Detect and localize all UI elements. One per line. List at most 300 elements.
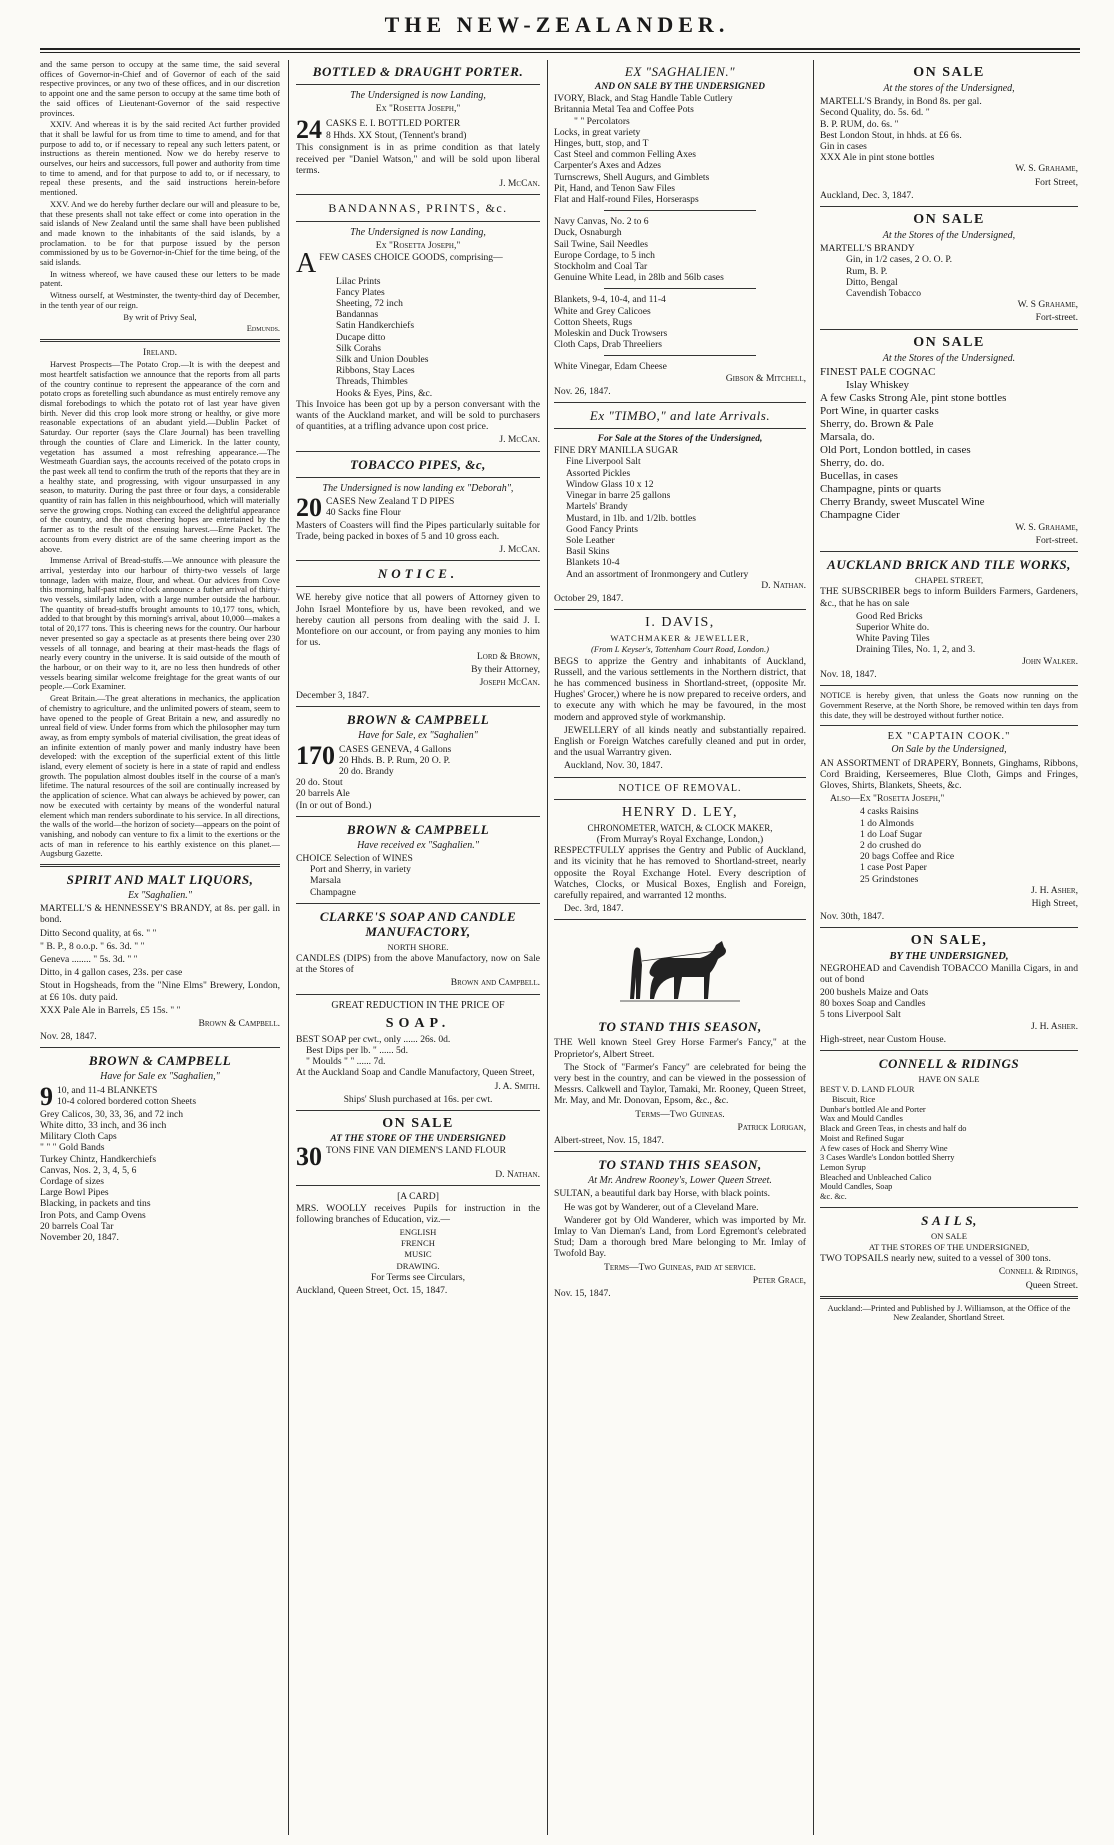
ad-body: JEWELLERY of all kinds neatly and substantially repaired. English or Foreign Watches carefully cleaned and put in order, and the usual Warrantry given. xyxy=(554,724,806,759)
writ-line: By writ of Privy Seal, xyxy=(123,312,197,322)
ad-body: Wanderer got by Old Wanderer, which was imported by Mr. Imlay to Van Dieman's Land, from Lord Egremont's celebrated Stud; Dam a thorough bred Mare belonging to Mr. Imlay of Twofold Bay. xyxy=(554,1214,806,1260)
ad-body: AN ASSORTMENT of DRAPERY, Bonnets, Ginghams, Ribbons, Cord Braiding, Kerseemeres, Blue Cloth, Gimps and Fringes, Gloves, Shirts, Blankets, Sheets, &c. xyxy=(820,757,1078,792)
ad-heading: CLARKE'S SOAP AND CANDLE MANUFACTORY, xyxy=(319,908,517,939)
list-item: Gin, in 1/2 cases, 2 O. O. P. xyxy=(846,254,953,266)
list-item: Vinegar in barre 25 gallons xyxy=(566,490,671,502)
list-item: Flat and Half-round Files, Horserasps xyxy=(554,194,699,206)
list-item: Assorted Pickles xyxy=(566,467,631,479)
brick-list xyxy=(820,611,1078,656)
ad-heading: NOTICE OF REMOVAL. xyxy=(618,782,742,794)
proclamation-paragraph: XXV. And we do hereby further declare our will and pleasure to be, that these presents shall not take effect or come into operation in the said islands of New Zealand until the same shall have been published and made known to the inhabitants of the said islands, by a proclamation. to be for that purpose issued by the person commissioned by us to be Governor-in-Chief for the time being, of the said islands. xyxy=(40,199,280,268)
ad-body: TWO TOPSAILS nearly new, suited to a vessel of 300 tons. xyxy=(820,1253,1051,1265)
ad-body: The Stock of "Farmer's Fancy" are celebrated for being the very best in the country, and can be viewed in the possession of Messrs. Calkwell and Taylor, Tamaki, Mr. Rooney, Queen Street, Mr. May, and Mr. Donovan, Epsom, &c., &c. xyxy=(554,1061,806,1107)
divider xyxy=(40,339,280,342)
list-item: Fine Liverpool Salt xyxy=(566,456,641,468)
ad-date: Auckland, Queen Street, Oct. 15, 1847. xyxy=(296,1285,448,1297)
ad-heading: SOAP. xyxy=(385,1015,451,1031)
list-item: 10, and 11-4 BLANKETS xyxy=(57,1084,158,1096)
ad-body: TONS FINE VAN DIEMEN'S LAND FLOUR xyxy=(326,1145,507,1157)
list-item: White and Grey Calicoes xyxy=(554,305,651,317)
list-item: FINEST PALE COGNAC xyxy=(820,365,936,378)
provisions-list xyxy=(820,806,1078,884)
list-item: Lemon Syrup xyxy=(820,1162,866,1172)
ad-signature: Peter Grace, xyxy=(752,1274,806,1286)
divider xyxy=(296,586,540,587)
ad-signature: D. Nathan. xyxy=(495,1169,540,1181)
list-item: CASKS E. I. BOTTLED PORTER xyxy=(326,118,461,130)
ad-body: This Invoice has been got up by a person conversant with the wants of the Auckland market, and will be sold to purchasers of quantities, at a trifling advance upon cost price. xyxy=(296,398,540,433)
ad-heading: ON SALE xyxy=(913,212,985,228)
ad-subheading: Have for Sale ex "Saghalien," xyxy=(100,1071,220,1083)
ad-heading: TOBACCO PIPES, &c, xyxy=(350,456,486,472)
list-item: XXX Pale Ale in Barrels, £5 15s. " " xyxy=(40,1004,181,1016)
list-item: Dunbar's bottled Ale and Porter xyxy=(820,1104,926,1114)
ad-signature: Fort-street. xyxy=(1035,312,1078,324)
ad-heading: CONNELL & RIDINGS xyxy=(878,1056,1020,1072)
list-item: Cavendish Tobacco xyxy=(846,288,922,300)
list-item: Martels' Brandy xyxy=(566,501,628,513)
list-item: Superior White do. xyxy=(856,622,930,634)
porter-lines xyxy=(296,115,540,145)
ad-subheading: BY THE UNDERSIGNED, xyxy=(889,951,1009,963)
list-item: Britannia Metal Tea and Coffee Pots xyxy=(554,104,694,116)
list-item: Navy Canvas, No. 2 to 6 xyxy=(554,216,649,228)
list-item: Champagne Cider xyxy=(820,508,900,521)
list-item: " Moulds " " ...... 7d. xyxy=(306,1056,386,1068)
ad-signature: High-street, near Custom House. xyxy=(820,1033,947,1045)
list-item: " " " Gold Bands xyxy=(40,1142,105,1154)
list-item: 20 do. Stout xyxy=(296,777,343,789)
list-item: BEST SOAP per cwt., only ...... 26s. 0d. xyxy=(296,1033,451,1045)
ad-body: Ships' Slush purchased at 16s. per cwt. xyxy=(343,1093,493,1105)
list-item: 3 Cases Wardle's London bottled Sherry xyxy=(820,1153,955,1163)
list-item: And an assortment of Ironmongery and Cutlery xyxy=(566,568,749,580)
ad-subheading: (From Murray's Royal Exchange, London,) xyxy=(596,833,764,845)
ad-subheading: AT THE STORES OF THE UNDERSIGNED, xyxy=(868,1241,1030,1252)
ad-subheading: At the stores of the Undersigned, xyxy=(883,83,1015,94)
ad-terms: Terms—Two Guineas. xyxy=(635,1108,725,1120)
list-item: Stockholm and Coal Tar xyxy=(554,261,648,273)
grocery-list xyxy=(554,445,806,579)
list-item: 20 do. Brandy xyxy=(339,765,394,777)
divider xyxy=(820,551,1078,552)
printer-imprint: Auckland:—Printed and Published by J. Williamson, at the Office of the New Zealander, Shortland Street. xyxy=(827,1303,1071,1323)
list-item: MARTELL'S BRANDY xyxy=(820,243,915,255)
list-item: Bandannas xyxy=(336,309,379,321)
list-item: Iron Pots, and Camp Ovens xyxy=(40,1209,146,1221)
quantity-number: 9 xyxy=(40,1081,53,1111)
list-item: 2 do crushed do xyxy=(860,840,922,852)
column-rule xyxy=(813,60,814,1835)
divider xyxy=(296,194,540,195)
ad-signature: Queen Street. xyxy=(1025,1279,1078,1291)
spirit-list xyxy=(40,903,280,1016)
ad-heading: GREAT REDUCTION IN THE PRICE OF xyxy=(331,999,505,1011)
list-item: Ducape ditto xyxy=(336,331,386,343)
ad-signature: Lord & Brown, xyxy=(476,650,540,662)
list-item: " " Percolators xyxy=(574,115,630,127)
divider xyxy=(296,706,540,707)
brandy-list xyxy=(820,243,1078,299)
list-item: Locks, in great variety xyxy=(554,126,641,138)
ad-signature: J. A. Smith. xyxy=(494,1080,540,1092)
textile-list xyxy=(554,294,806,350)
list-item: Carpenter's Axes and Adzes xyxy=(554,160,661,172)
masthead: THE NEW-ZEALANDER. xyxy=(384,12,730,37)
list-item: IVORY, Black, and Stag Handle Table Cutlery xyxy=(554,93,733,105)
ad-heading: NOTICE. xyxy=(377,566,459,582)
divider xyxy=(604,210,755,211)
ad-subheading: At the Stores of the Undersigned. xyxy=(882,352,1016,364)
list-item: Biscuit, Rice xyxy=(832,1094,876,1104)
divider xyxy=(604,355,755,356)
list-item: A few cases of Hock and Sherry Wine xyxy=(820,1143,948,1153)
list-item: Gin in cases xyxy=(820,141,867,153)
list-item: 5 tons Liverpool Salt xyxy=(820,1009,901,1021)
ad-heading: ON SALE xyxy=(913,65,985,80)
list-item: Mustard, in 1lb. and 1/2lb. bottles xyxy=(566,512,697,524)
ad-date: Nov. 18, 1847. xyxy=(820,668,877,680)
ad-signature: Patrick Lorigan, xyxy=(737,1121,806,1133)
ad-ex-line: Ex "Rosetta Joseph," xyxy=(375,240,461,252)
list-item: 20 bags Coffee and Rice xyxy=(860,851,955,863)
divider xyxy=(296,1185,540,1186)
ad-subheading: AT THE STORE OF THE UNDERSIGNED xyxy=(330,1133,506,1144)
list-item: Europe Cordage, to 5 inch xyxy=(554,249,655,261)
list-item: Mould Candles, Soap xyxy=(820,1182,893,1192)
divider xyxy=(820,927,1078,928)
ad-intro: FEW CASES CHOICE GOODS, comprising— xyxy=(319,251,503,263)
divider xyxy=(296,84,540,85)
ad-body: MRS. WOOLLY receives Pupils for instruction in the following branches of Education, viz.— xyxy=(296,1202,540,1225)
ad-body: This consignment is in as prime condition as that lately received per "Daniel Watson," and will be sold upon liberal terms. xyxy=(296,142,540,176)
ad-heading: BROWN & CAMPBELL xyxy=(346,821,490,837)
ad-subheading: On Sale by the Undersigned, xyxy=(891,744,1007,756)
ad-subheading: NORTH SHORE. xyxy=(387,941,449,952)
list-item: DRAWING. xyxy=(396,1260,440,1271)
list-item: Stout in Hogsheads, from the "Nine Elms" Brewery, London, at £6 10s. duty paid. xyxy=(40,980,280,1003)
divider xyxy=(554,402,806,403)
ad-heading: BANDANNAS, PRINTS, &c. xyxy=(328,201,508,216)
ad-subheading: ON SALE xyxy=(930,1230,968,1241)
ad-subheading: The Undersigned is now Landing, xyxy=(350,227,486,239)
list-item: Moleskin and Duck Trowsers xyxy=(554,328,668,340)
column-1 xyxy=(40,60,280,1835)
divider xyxy=(296,994,540,995)
ad-signature: Brown and Campbell. xyxy=(450,977,540,989)
ad-date: Auckland, Nov. 30, 1847. xyxy=(564,760,663,772)
list-item: Bleached and Unbleached Calico xyxy=(820,1172,932,1182)
ad-signature: J. McCan. xyxy=(499,434,540,446)
drop-cap: A xyxy=(296,247,317,279)
list-item: Threads, Thimbles xyxy=(336,376,408,388)
divider xyxy=(296,451,540,452)
ad-date: Nov. 28, 1847. xyxy=(40,1031,97,1043)
list-item: White Paving Tiles xyxy=(856,633,930,645)
masthead-rule xyxy=(40,48,1080,53)
ad-subheading: The Undersigned is now landing ex "Deborah", xyxy=(322,482,514,494)
list-item: Champagne, pints or quarts xyxy=(820,482,941,495)
list-item: Sherry, do. do. xyxy=(820,456,885,469)
ad-body: NEGROHEAD and Cavendish TOBACCO Manilla Cigars, in and out of bond xyxy=(820,962,1078,985)
ad-body: THE Well known Steel Grey Horse Farmer's Fancy," at the Proprietor's, Albert Street. xyxy=(554,1037,806,1060)
ad-subheading: Ex "Saghalien." xyxy=(128,890,192,902)
ad-heading: Ex "TIMBO," and late Arrivals. xyxy=(589,408,771,424)
list-item: Turkey Chintz, Handkerchiefs xyxy=(40,1153,157,1165)
divider xyxy=(554,428,806,429)
list-item: Cherry Brandy, sweet Muscatel Wine xyxy=(820,495,985,508)
divider xyxy=(296,560,540,561)
list-item: Silk Corahs xyxy=(336,342,382,354)
list-item: Cloth Caps, Drab Threeliers xyxy=(554,339,662,351)
divider xyxy=(554,609,806,610)
ad-body: WE hereby give notice that all powers of Attorney given to John Israel Montefiore by us, have been revoked, and we hereby caution all persons from dealing with the said J. I. Montefiore on our account, or from paying any monies to him for us. xyxy=(296,592,540,649)
list-item: Draining Tiles, No. 1, 2, and 3. xyxy=(856,644,976,656)
list-item: 8 Hhds. XX Stout, (Tennent's brand) xyxy=(326,129,467,141)
ad-date: Auckland, Dec. 3, 1847. xyxy=(820,189,914,201)
ad-heading: ON SALE, xyxy=(910,933,988,949)
list-item: Lilac Prints xyxy=(336,275,381,287)
column-2 xyxy=(296,60,540,1835)
ad-heading: S A I L S, xyxy=(921,1212,977,1228)
column-rule xyxy=(288,60,289,1835)
ad-ex-line: Ex "Rosetta Joseph," xyxy=(375,103,461,115)
divider xyxy=(820,685,1078,686)
list-item: MUSIC xyxy=(404,1249,432,1260)
ad-body: Also—Ex "Rosetta Joseph," xyxy=(830,793,945,805)
divider xyxy=(296,477,540,478)
ad-signature: J. McCan. xyxy=(499,178,540,190)
list-item: White Vinegar, Edam Cheese xyxy=(554,361,667,373)
ad-signature: Connell & Ridings, xyxy=(998,1266,1078,1278)
ad-subheading: AND ON SALE BY THE UNDERSIGNED xyxy=(595,82,765,92)
ad-heading: TO STAND THIS SEASON, xyxy=(598,1157,762,1173)
list-item: Satin Handkerchiefs xyxy=(336,320,415,332)
list-item: Sheeting, 72 inch xyxy=(336,298,403,310)
list-item: 25 Grindstones xyxy=(860,873,919,885)
ad-subheading: Have for Sale, ex "Saghalien" xyxy=(358,730,478,742)
divider xyxy=(820,206,1078,207)
ad-body: CANDLES (DIPS) from the above Manufactory, now on Sale at the Stores of xyxy=(296,952,540,976)
ad-heading: SPIRIT AND MALT LIQUORS, xyxy=(66,872,254,888)
ad-signature: By their Attorney, xyxy=(471,663,540,675)
list-item: 1 case Post Paper xyxy=(860,862,927,874)
ad-heading: BOTTLED & DRAUGHT PORTER. xyxy=(312,64,524,79)
list-item: Wax and Mould Candles xyxy=(820,1114,903,1124)
list-item: Cast Steel and common Felling Axes xyxy=(554,149,697,161)
ad-signature: Gibson & Mitchell, xyxy=(725,372,806,384)
divider xyxy=(554,1151,806,1152)
list-item: FINE DRY MANILLA SUGAR xyxy=(554,445,679,457)
ad-heading: AUCKLAND BRICK AND TILE WORKS, xyxy=(827,557,1071,573)
list-item: Second Quality, do. 5s. 6d. " xyxy=(820,107,930,119)
ad-subheading: HAVE ON SALE xyxy=(918,1074,980,1085)
list-item: 20 Hhds. B. P. Rum, 20 O. P. xyxy=(339,754,451,766)
ad-body: For Terms see Circulars, xyxy=(370,1271,465,1283)
list-item: Fancy Plates xyxy=(336,286,385,298)
list-item: 200 bushels Maize and Oats xyxy=(820,987,929,999)
ad-signature: Fort-street. xyxy=(1035,535,1078,547)
ad-date: Nov. 15, 1847. xyxy=(554,1288,611,1300)
ad-body: RESPECTFULLY apprises the Gentry and Public of Auckland, and its vicinity that he has removed to Shortland-street, nearly opposite the Royal Exchange Hotel. Every description of Watches, Clocks, or Musical Boxes, English and Foreign, carefully repaired, and warranted 12 months. xyxy=(554,845,806,901)
ad-subheading: For Sale at the Stores of the Undersigned, xyxy=(597,434,763,445)
ad-date: Nov. 26, 1847. xyxy=(554,385,611,397)
list-item: Champagne xyxy=(310,886,356,898)
quantity-number: 20 xyxy=(296,492,322,522)
list-item: Military Cloth Caps xyxy=(40,1131,117,1143)
list-item: Turnscrews, Shell Augurs, and Gimblets xyxy=(554,171,710,183)
list-item: Islay Whiskey xyxy=(846,378,910,391)
ad-heading: ON SALE xyxy=(913,334,985,350)
tobacco-list xyxy=(820,987,1078,1021)
subject-list xyxy=(296,1227,540,1272)
column-rule xyxy=(547,60,548,1835)
list-item: Black and Green Teas, in chests and half do xyxy=(820,1124,967,1134)
divider xyxy=(296,816,540,817)
ad-signature: Joseph McCan. xyxy=(479,676,540,688)
list-item: Blankets 10-4 xyxy=(566,557,620,569)
column-3 xyxy=(554,60,806,1835)
list-item: Port Wine, in quarter casks xyxy=(820,404,939,417)
list-item: Pit, Hand, and Tenon Saw Files xyxy=(554,182,675,194)
list-item: Old Port, London bottled, in cases xyxy=(820,443,971,456)
list-item: 40 Sacks fine Flour xyxy=(326,507,401,519)
list-item: White ditto, 33 inch, and 36 inch xyxy=(40,1119,167,1131)
blanket-list xyxy=(40,1081,280,1243)
proclamation-paragraph: and the same person to occupy at the same time, the said several offices of Governor-in-Chief and of Governor of each of the said respective provinces, or any two of these offices, and in our discretion to appoint one and the same person to occupy at the same time both of the said offices of Lieutenant-Governor of the said respective provinces. xyxy=(40,60,280,118)
ad-body: He was got by Wanderer, out of a Cleveland Mare. xyxy=(564,1201,759,1213)
soap-price-list xyxy=(296,1034,540,1068)
list-item: Good Fancy Prints xyxy=(566,523,638,535)
ad-body: BEGS to apprize the Gentry and inhabitants of Auckland, Russell, and the various settlements in the Northern district, that he has commenced business in Shortland-street, (opposite Mr. Hughes' Grocer,) where he is now prepared to receive orders, and to execute any with which he may be favoured, in the most modern and approved style of workmanship. xyxy=(554,655,806,723)
article-britain: Great Britain.—The great alterations in mechanics, the application of chemistry to agriculture, and the unlimited powers of steam, seem to have opened to the people of Great Britain a new, and assuredly no unreal field of view. Under forms from which the philosopher may turn away, as from empty symbols of material civilisation, the great ideas of an infinite extention of manly power and manly industry have been developed: with the exception of the superficial extent of this little island, every element of society is here in a state of rapid and endless growth. The population almost doubles itself in the course of a man's lifetime. The natural resources of the soil are continually increased by the application of science. What can always be achieved by power, can now be executed with certainty by means of the wonderful natural element which man renders subordinate to his service. In all directions, the walls of the world—the horizon of society—appears on the point of vanishing, and nobody can venture to fix a limit to the exertions or the acts of man in reference to his earthly existence on this planet.—Augsburg Gazette. xyxy=(40,694,280,859)
ad-signature: High Street, xyxy=(1031,898,1078,910)
ad-heading: I. DAVIS, xyxy=(645,615,715,631)
list-item: MARTELL'S & HENNESSEY'S BRANDY, at 8s. per gall. in bond. xyxy=(40,903,280,926)
list-item: FRENCH xyxy=(401,1238,435,1249)
divider xyxy=(554,799,806,800)
list-item: Duck, Osnaburgh xyxy=(554,227,622,239)
ad-signature: Brown & Campbell. xyxy=(198,1018,280,1030)
proclamation-paragraph: In witness whereof, we have caused these our letters to be made patent. xyxy=(40,269,280,289)
list-item: 10-4 colored bordered cotton Sheets xyxy=(57,1095,197,1107)
list-item: 20 barrels Coal Tar xyxy=(40,1220,114,1232)
list-item: Sherry, do. Brown & Pale xyxy=(820,417,934,430)
flour-list xyxy=(820,1085,1078,1201)
list-item: Cordage of sizes xyxy=(40,1175,104,1187)
ad-date: Albert-street, Nov. 15, 1847. xyxy=(554,1135,664,1147)
ad-heading: EX "CAPTAIN COOK." xyxy=(887,731,1011,743)
ad-subheading: CHAPEL STREET, xyxy=(914,575,984,586)
divider xyxy=(40,864,280,867)
list-item: CASES New Zealand T D PIPES xyxy=(326,495,455,507)
ad-subheading: At Mr. Andrew Rooney's, Lower Queen Street. xyxy=(588,1175,772,1187)
list-item: Best Dips per lb. " ...... 5d. xyxy=(306,1044,408,1056)
list-item: Blacking, in packets and tins xyxy=(40,1198,151,1210)
hardware-list xyxy=(554,93,806,205)
ad-date: Nov. 30th, 1847. xyxy=(820,911,885,923)
list-item: Basil Skins xyxy=(566,546,610,558)
spirits-list xyxy=(820,96,1078,163)
horse-engraving xyxy=(620,925,740,1015)
list-item: Bucellas, in cases xyxy=(820,469,898,482)
list-item: Marsala, do. xyxy=(820,430,875,443)
list-item: BEST V. D. LAND FLOUR xyxy=(820,1085,915,1095)
ad-date: October 29, 1847. xyxy=(554,592,624,604)
divider xyxy=(820,725,1078,726)
divider xyxy=(820,329,1078,330)
list-item: Ditto, in 4 gallon cases, 23s. per case xyxy=(40,967,183,979)
quantity-number: 170 xyxy=(296,740,335,770)
proclamation-paragraph: Witness ourself, at Westminster, the twenty-third day of December, in the tenth year of our reign. xyxy=(40,291,280,310)
ad-body: Masters of Coasters will find the Pipes particularly suitable for Trade, being packed in boxes of 5 and 10 gross each. xyxy=(296,519,540,543)
list-item: Best London Stout, in hhds. at £6 6s. xyxy=(820,129,962,141)
goods-list xyxy=(296,276,540,399)
list-item: Hinges, butt, stop, and T xyxy=(554,138,649,150)
ad-subheading: WATCHMAKER & JEWELLER, xyxy=(610,633,750,644)
list-item: &c. &c. xyxy=(820,1192,847,1202)
article-harvest: Harvest Prospects—The Potato Crop.—It is with the deepest and most heartfelt satisfaction we announce that the reports from all parts of the country continue to represent the appearance of the corn and potato crops as foretelling such abundance as must entirely remove any dismal forebodings to which the potato rot of last year have given birth. Never did this crop look more strong or healthy, or give more reasonable expectations of an abudant yield.—Dublin Packet of Saturday. Our reporter (says the Clare Journal) has been travelling through the counties of Clare and Limerick. In the latter county, vegetation has assumed a most refreshing appearance.—The Westmeath Guardian says, the accounts received of the potato crops in the past week all tend to confirm the truth of the reports that they are in a healthy state, and progressing, with vigour unsurpassed in any season, to maturity. During the past three or four days, a considerable quantity of rain has fallen in this neighbourhood, which will materially serve the growing crops. Nothing can exceed the delightful appearance of the country, and the most cheering hopes are entertained by the farmer as to the result of the ensuing harvest.—Erne Packet. The accounts from every district are of the same cheering import as the above. xyxy=(40,360,280,554)
ad-body: At the Auckland Soap and Candle Manufactory, Queen Street, xyxy=(296,1067,535,1079)
list-item: Window Glass 10 x 12 xyxy=(566,478,654,490)
ad-body: SULTAN, a beautiful dark bay Horse, with black points. xyxy=(554,1188,771,1200)
list-item: Blankets, 9-4, 10-4, and 11-4 xyxy=(554,294,666,306)
list-item: " B. P., 8 o.o.p. " 6s. 3d. " " xyxy=(40,940,145,952)
list-item: Ribbons, Stay Laces xyxy=(336,365,415,377)
divider xyxy=(296,221,540,222)
ad-signature: D. Nathan. xyxy=(761,579,806,591)
ad-heading: BROWN & CAMPBELL xyxy=(88,1053,232,1069)
list-item: Cotton Sheets, Rugs xyxy=(554,316,633,328)
ad-signature: W. S. Grahame, xyxy=(1015,163,1078,175)
canvas-list xyxy=(554,216,806,283)
list-item: Grey Calicos, 30, 33, 36, and 72 inch xyxy=(40,1108,184,1120)
ad-heading: EX "SAGHALIEN." xyxy=(624,64,736,79)
list-item: Rum, B. P. xyxy=(846,265,888,277)
ad-subheading: (From L Keyser's, Tottenham Court Road, London.) xyxy=(591,644,769,655)
ad-signature: W. S. Grahame, xyxy=(1015,521,1078,533)
list-item: Marsala xyxy=(310,875,341,887)
column-4 xyxy=(820,60,1078,1835)
list-item: Port and Sherry, in variety xyxy=(310,864,411,876)
ad-signature: Fort Street, xyxy=(1034,176,1078,188)
proclamation-paragraph: XXIV. And whereas it is by the said recited Act further provided that it shall be lawful for us from time to time to amend, and for that purpose to add to, or if necessary to repeal any such letters patent, or instructions as therein mentioned. Now we do hereby reserve to ourselves, our heirs and successors, full power and authority from time to time to amend, and for that purpose to add to, or if necessary, to repeal these presents, and the said instructions herein-before mentioned. xyxy=(40,120,280,198)
quantity-number: 30 xyxy=(296,1142,322,1172)
divider xyxy=(554,777,806,778)
ad-heading: BROWN & CAMPBELL xyxy=(346,712,490,728)
list-item: (In or out of Bond.) xyxy=(296,799,372,811)
list-item: Genuine White Lead, in 28lb and 56lb cases xyxy=(554,272,724,284)
list-item: Ditto, Bengal xyxy=(846,276,898,288)
divider xyxy=(604,288,755,289)
list-item: B. P. RUM, do. 6s. " xyxy=(820,118,899,130)
ad-signature: J. McCan. xyxy=(499,544,540,556)
divider xyxy=(40,1047,280,1048)
ad-heading: HENRY D. LEY, xyxy=(622,804,738,820)
ad-body: THE SUBSCRIBER begs to inform Builders Farmers, Gardeners, &c., that he has on sale xyxy=(820,586,1078,609)
ad-signature: W. S Grahame, xyxy=(1017,299,1078,311)
list-item: Sole Leather xyxy=(566,534,615,546)
list-item: Good Red Bricks xyxy=(856,610,923,622)
wine-list xyxy=(296,853,540,898)
list-item: Sail Twine, Sail Needles xyxy=(554,238,649,250)
divider xyxy=(296,1110,540,1111)
list-item: CHOICE Selection of WINES xyxy=(296,852,413,864)
ad-signature: J. H. Asher, xyxy=(1031,884,1078,896)
ad-date: Dec. 3rd, 1847. xyxy=(564,903,624,915)
ad-signature: John Walker. xyxy=(1022,655,1078,667)
list-item: 1 do Loaf Sugar xyxy=(860,828,923,840)
